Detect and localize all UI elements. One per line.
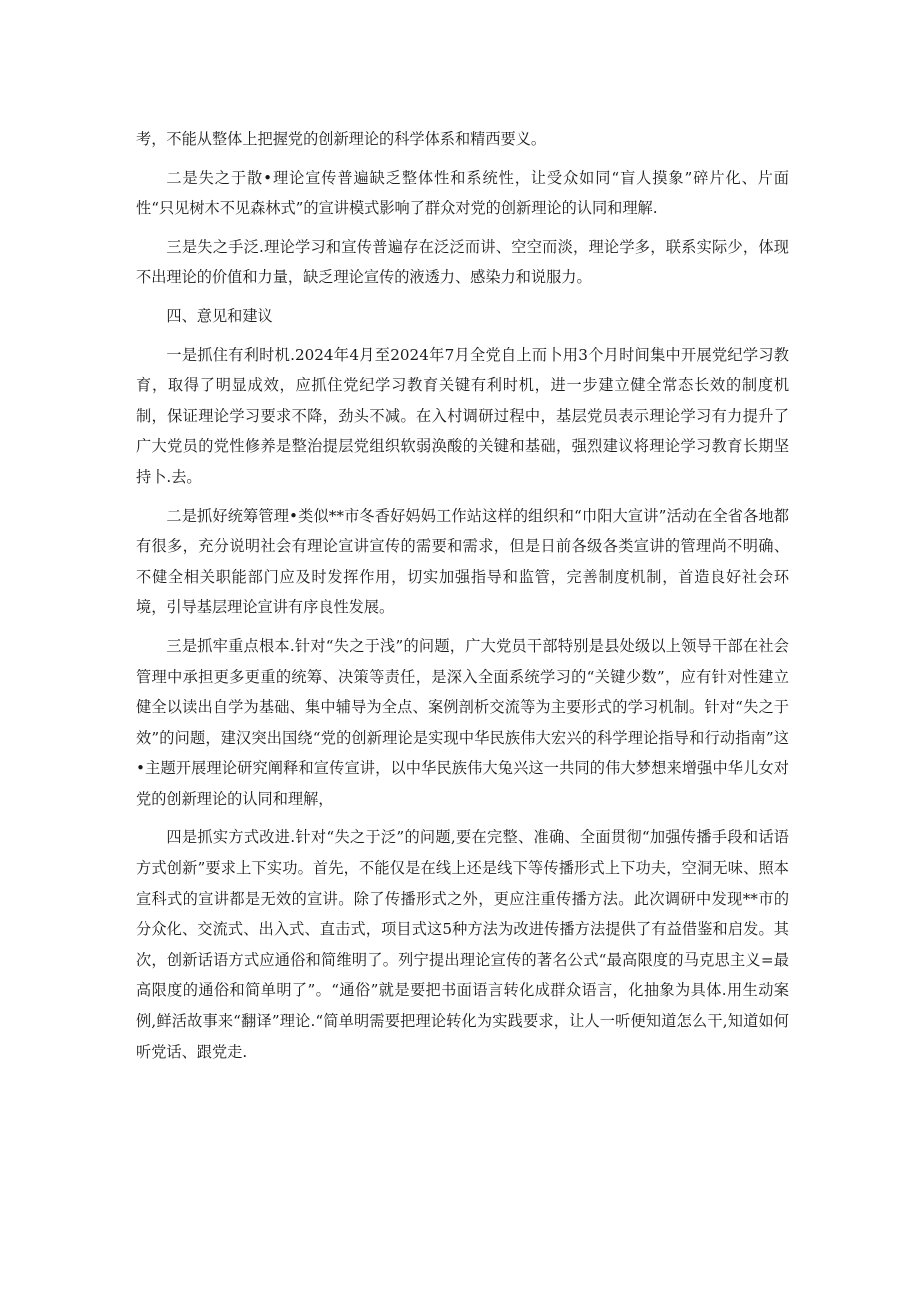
paragraph-seize-opportunity: 一是抓住有利时机.2024年4月至2024年7月全党自上而卜用3个月时间集中开展党纪学习教育，取得了明显成效，应抓住党纪学习教育关键有利时机，进一步建立健全常态长效的制度机制，保证理论学习要求不降，劲头不减。在入村调研过程中，基层党员表示理论学习有力提升了广大党员的党性修养是整治提层党组织软弱涣酸的关键和基础，强烈建议将理论学习教育长期坚持卜.去。: [136, 345, 789, 486]
section-heading-suggestions: 四、意见和建议: [166, 306, 273, 325]
paragraph-method-improvement: 四是抓实方式改进.针对“失之于泛”的问题,要在完整、准确、全面贯彻“加强传播手段和话语方式创新”要求上下实功。首先，不能仅是在线上还是线下等传播形式上下功夫，空洞无味、照本宣科式的宣讲都是无效的宣讲。除了传播形式之外，更应注重传播方法。此次调研中发现**市的分众化、交流式、出入式、直击式，项目式这5种方法为改进传播方法提供了有益借鉴和启发。其次，创新话语方式应通俗和简维明了。列宁提出理论宣传的著名公式“最高限度的马克思主义=最高限度的通俗和简单明了”。“通俗”就是要把书面语言转化成群众语言，化抽象为具体.用生动案例,鲜活故事来“翻译”理论.“简单明需要把理论转化为实践要求，让人一听便知道怎么干,知道如何听党话、跟党走.: [136, 828, 789, 1061]
paragraph-scattered: 二是失之于散•理论宣传普遍缺乏整体性和系统性，让受众如同“盲人摸象”碎片化、片面性“只见树木不见森林式”的宣讲模式影响了群众对党的创新理论的认同和理解.: [136, 168, 789, 218]
paragraph-continuation: 考，不能从整体上把握党的创新理论的科学体系和精西要义。: [136, 130, 547, 148]
document-page: [136, 124, 789, 1075]
paragraph-key-focus: 三是抓牢重点根本.针对“失之于浅”的问题，广大党员干部特别是县处级以上领导干部在社会管理中承担更多更重的统筹、决策等责任，是深入全面系统学习的“关键少数”，应有针对性建立健全以读出自学为基础、集中辅导为全点、案例剖析交流等为主要形式的学习机制。针对“失之于效”的问题，建汉突出国绕“党的创新理论是实现中华民族伟大宏兴的科学理论指导和行动指南”这•主题开展理论研究阐释和宣传宣讲，以中华民族伟大兔兴这一共同的伟大梦想来增强中华儿女对党的创新理论的认同和理解，: [136, 636, 789, 808]
paragraph-superficial: 三是失之手泛.理论学习和宣传普遍存在泛泛而讲、空空而淡，理论学多，联系实际少，体现不出理论的价值和力量，缺乏理论宣传的液透力、感染力和说服力。: [136, 237, 789, 287]
paragraph-coordinate-management: 二是抓好统筹管理•类似**市冬香好妈妈工作站这样的组织和“巾阳大宣讲”活动在全省各地都有很多，充分说明社会有理论宣讲宣传的需要和需求，但是日前各级各类宣讲的管理尚不明确、不健全相关职能部门应及时发挥作用，切实加强指导和监管，完善制度机制，首造良好社会环境，引导基层理论宣讲有序良性发展。: [136, 506, 789, 617]
